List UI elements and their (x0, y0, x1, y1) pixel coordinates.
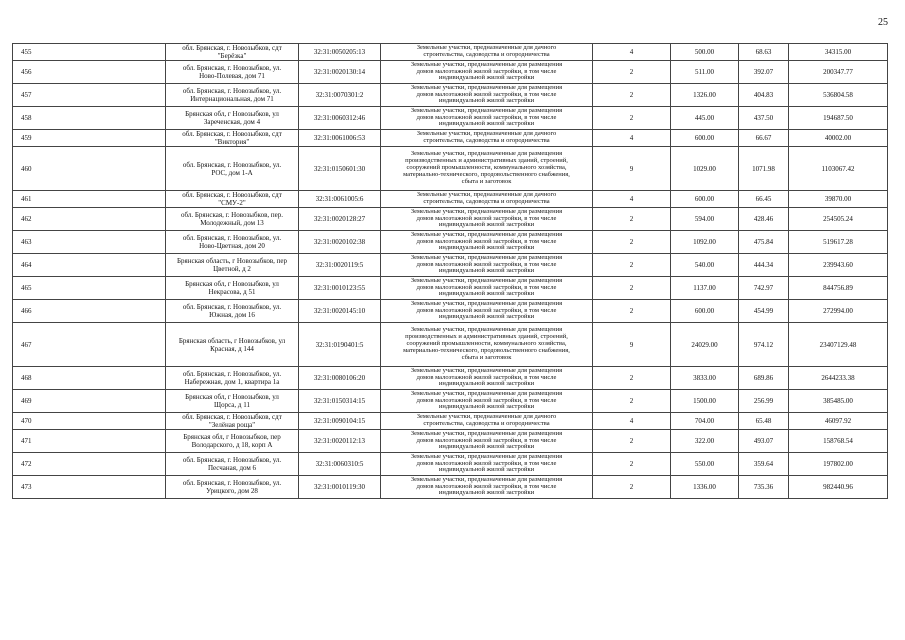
cadastral-number-cell: 32:31:0020130:14 (299, 61, 381, 84)
cadastral-number-cell: 32:31:0010123:55 (299, 277, 381, 300)
address-cell: Брянская область, г Новозыбков, пер Цветной, д 2 (166, 254, 299, 277)
area-cell: 24029.00 (671, 323, 739, 367)
specific-value-cell: 359.64 (739, 453, 789, 476)
area-cell: 1137.00 (671, 277, 739, 300)
land-use-cell: Земельные участки, предназначенные для дачного строительства, садоводства и огородничества (381, 413, 593, 430)
address-cell: обл. Брянская, г. Новозыбков, ул. РОС, дом 1-А (166, 147, 299, 191)
specific-value-cell: 742.97 (739, 277, 789, 300)
land-use-cell: Земельные участки, предназначенные для размещения домов малоэтажной жилой застройки, в том числе индивидуальной жилой застройки (381, 254, 593, 277)
cadastral-value-cell: 39870.00 (789, 191, 888, 208)
address-cell: обл. Брянская, г. Новозыбков, сдт "Берёзка" (166, 44, 299, 61)
address-cell: обл. Брянская, г. Новозыбков, сдт "СМУ-2" (166, 191, 299, 208)
use-group-code-cell: 2 (593, 367, 671, 390)
land-use-cell: Земельные участки, предназначенные для дачного строительства, садоводства и огородничества (381, 130, 593, 147)
address-cell: Брянская обл, г Новозыбков, пер Володарского, д 18, корп А (166, 430, 299, 453)
land-use-cell: Земельные участки, предназначенные для размещения домов малоэтажной жилой застройки, в том числе индивидуальной жилой застройки (381, 277, 593, 300)
row-number-cell: 456 (13, 61, 166, 84)
address-cell: обл. Брянская, г. Новозыбков, сдт "Виктория" (166, 130, 299, 147)
cadastral-number-cell: 32:31:0090104:15 (299, 413, 381, 430)
cadastral-number-cell: 32:31:0150314:15 (299, 390, 381, 413)
use-group-code-cell: 2 (593, 300, 671, 323)
use-group-code-cell: 2 (593, 390, 671, 413)
cadastral-number-cell: 32:31:0061005:6 (299, 191, 381, 208)
row-number-cell: 457 (13, 84, 166, 107)
table-row (13, 107, 888, 130)
cadastral-value-cell: 982440.96 (789, 476, 888, 499)
cadastral-value-cell: 194687.50 (789, 107, 888, 130)
table-row (13, 84, 888, 107)
area-cell: 1326.00 (671, 84, 739, 107)
address-cell: Брянская область, г Новозыбков, ул Красная, д 144 (166, 323, 299, 367)
area-cell: 1336.00 (671, 476, 739, 499)
cadastral-value-cell: 34315.00 (789, 44, 888, 61)
table-row (13, 453, 888, 476)
row-number-cell: 465 (13, 277, 166, 300)
table-row (13, 476, 888, 499)
cadastral-number-cell: 32:31:0061006:53 (299, 130, 381, 147)
specific-value-cell: 475.84 (739, 231, 789, 254)
address-cell: обл. Брянская, г. Новозыбков, ул. Ново-Цветная, дом 20 (166, 231, 299, 254)
row-number-cell: 467 (13, 323, 166, 367)
use-group-code-cell: 2 (593, 254, 671, 277)
address-cell: обл. Брянская, г. Новозыбков, ул. Урицкого, дом 28 (166, 476, 299, 499)
row-number-cell: 471 (13, 430, 166, 453)
area-cell: 1029.00 (671, 147, 739, 191)
specific-value-cell: 428.46 (739, 208, 789, 231)
address-cell: обл. Брянская, г. Новозыбков, ул. Песчаная, дом 6 (166, 453, 299, 476)
cadastral-number-cell: 32:31:0020102:38 (299, 231, 381, 254)
area-cell: 1092.00 (671, 231, 739, 254)
specific-value-cell: 493.07 (739, 430, 789, 453)
area-cell: 550.00 (671, 453, 739, 476)
area-cell: 322.00 (671, 430, 739, 453)
address-cell: обл. Брянская, г. Новозыбков, пер. Молодежный, дом 13 (166, 208, 299, 231)
specific-value-cell: 735.36 (739, 476, 789, 499)
use-group-code-cell: 2 (593, 107, 671, 130)
address-cell: обл. Брянская, г. Новозыбков, ул. Набережная, дом 1, квартира 1а (166, 367, 299, 390)
table-row (13, 367, 888, 390)
page-number: 25 (878, 17, 888, 28)
cadastral-number-cell: 32:31:0020145:10 (299, 300, 381, 323)
specific-value-cell: 444.34 (739, 254, 789, 277)
use-group-code-cell: 4 (593, 44, 671, 61)
row-number-cell: 461 (13, 191, 166, 208)
specific-value-cell: 66.67 (739, 130, 789, 147)
row-number-cell: 464 (13, 254, 166, 277)
row-number-cell: 473 (13, 476, 166, 499)
specific-value-cell: 256.99 (739, 390, 789, 413)
specific-value-cell: 392.07 (739, 61, 789, 84)
table-row (13, 61, 888, 84)
address-cell: Брянская обл, г Новозыбков, ул Некрасова, д 51 (166, 277, 299, 300)
cadastral-value-cell: 197802.00 (789, 453, 888, 476)
table-row (13, 277, 888, 300)
use-group-code-cell: 2 (593, 453, 671, 476)
cadastral-value-cell: 536804.58 (789, 84, 888, 107)
row-number-cell: 466 (13, 300, 166, 323)
use-group-code-cell: 9 (593, 147, 671, 191)
cadastral-value-cell: 272994.00 (789, 300, 888, 323)
row-number-cell: 472 (13, 453, 166, 476)
land-use-cell: Земельные участки, предназначенные для размещения домов малоэтажной жилой застройки, в том числе индивидуальной жилой застройки (381, 84, 593, 107)
land-registry-table (12, 43, 888, 499)
table-row (13, 300, 888, 323)
table-body (13, 44, 888, 499)
row-number-cell: 460 (13, 147, 166, 191)
cadastral-number-cell: 32:31:0190401:5 (299, 323, 381, 367)
cadastral-number-cell: 32:31:0060310:5 (299, 453, 381, 476)
land-use-cell: Земельные участки, предназначенные для размещения производственных и административных зданий, строений, сооружений промышленности, коммунального хозяйства, материально-технического, продовольственного снабжения, сбыта и заготовок (381, 323, 593, 367)
address-cell: Брянская обл, г Новозыбков, ул Щорса, д 11 (166, 390, 299, 413)
area-cell: 600.00 (671, 191, 739, 208)
area-cell: 511.00 (671, 61, 739, 84)
specific-value-cell: 1071.98 (739, 147, 789, 191)
specific-value-cell: 454.99 (739, 300, 789, 323)
area-cell: 600.00 (671, 130, 739, 147)
area-cell: 540.00 (671, 254, 739, 277)
land-use-cell: Земельные участки, предназначенные для дачного строительства, садоводства и огородничества (381, 44, 593, 61)
cadastral-number-cell: 32:31:0020119:5 (299, 254, 381, 277)
cadastral-value-cell: 385485.00 (789, 390, 888, 413)
cadastral-value-cell: 40002.00 (789, 130, 888, 147)
specific-value-cell: 68.63 (739, 44, 789, 61)
land-use-cell: Земельные участки, предназначенные для размещения домов малоэтажной жилой застройки, в том числе индивидуальной жилой застройки (381, 453, 593, 476)
use-group-code-cell: 4 (593, 413, 671, 430)
row-number-cell: 455 (13, 44, 166, 61)
cadastral-value-cell: 23407129.48 (789, 323, 888, 367)
land-use-cell: Земельные участки, предназначенные для размещения производственных и административных зданий, строений, сооружений промышленности, коммунального хозяйства, материально-технического, продовольственного снабжения, сбыта и заготовок (381, 147, 593, 191)
cadastral-value-cell: 1103067.42 (789, 147, 888, 191)
area-cell: 600.00 (671, 300, 739, 323)
use-group-code-cell: 4 (593, 191, 671, 208)
cadastral-number-cell: 32:31:0020128:27 (299, 208, 381, 231)
cadastral-value-cell: 519617.28 (789, 231, 888, 254)
use-group-code-cell: 2 (593, 84, 671, 107)
specific-value-cell: 65.48 (739, 413, 789, 430)
cadastral-number-cell: 32:31:0080106:20 (299, 367, 381, 390)
area-cell: 1500.00 (671, 390, 739, 413)
cadastral-number-cell: 32:31:0060312:46 (299, 107, 381, 130)
land-use-cell: Земельные участки, предназначенные для размещения домов малоэтажной жилой застройки, в том числе индивидуальной жилой застройки (381, 300, 593, 323)
table-row (13, 231, 888, 254)
address-cell: Брянская обл, г Новозыбков, ул Зареченская, дом 4 (166, 107, 299, 130)
cadastral-value-cell: 46097.92 (789, 413, 888, 430)
table-row (13, 390, 888, 413)
table-row (13, 254, 888, 277)
table-row (13, 430, 888, 453)
table-row (13, 191, 888, 208)
address-cell: обл. Брянская, г. Новозыбков, ул. Интернациональная, дом 71 (166, 84, 299, 107)
cadastral-value-cell: 158768.54 (789, 430, 888, 453)
table-row (13, 413, 888, 430)
use-group-code-cell: 2 (593, 231, 671, 254)
row-number-cell: 458 (13, 107, 166, 130)
cadastral-number-cell: 32:31:0010119:30 (299, 476, 381, 499)
land-use-cell: Земельные участки, предназначенные для размещения домов малоэтажной жилой застройки, в том числе индивидуальной жилой застройки (381, 476, 593, 499)
use-group-code-cell: 2 (593, 476, 671, 499)
land-use-cell: Земельные участки, предназначенные для дачного строительства, садоводства и огородничества (381, 191, 593, 208)
table-row (13, 323, 888, 367)
specific-value-cell: 689.86 (739, 367, 789, 390)
row-number-cell: 468 (13, 367, 166, 390)
use-group-code-cell: 9 (593, 323, 671, 367)
use-group-code-cell: 2 (593, 430, 671, 453)
table-row (13, 147, 888, 191)
specific-value-cell: 66.45 (739, 191, 789, 208)
cadastral-value-cell: 2644233.38 (789, 367, 888, 390)
row-number-cell: 463 (13, 231, 166, 254)
area-cell: 3833.00 (671, 367, 739, 390)
land-use-cell: Земельные участки, предназначенные для размещения домов малоэтажной жилой застройки, в том числе индивидуальной жилой застройки (381, 231, 593, 254)
cadastral-value-cell: 239943.60 (789, 254, 888, 277)
cadastral-number-cell: 32:31:0150601:30 (299, 147, 381, 191)
cadastral-number-cell: 32:31:0020112:13 (299, 430, 381, 453)
use-group-code-cell: 2 (593, 277, 671, 300)
table-row (13, 44, 888, 61)
table-row (13, 130, 888, 147)
specific-value-cell: 437.50 (739, 107, 789, 130)
use-group-code-cell: 4 (593, 130, 671, 147)
address-cell: обл. Брянская, г. Новозыбков, сдт "Зелёная роща" (166, 413, 299, 430)
table-row (13, 208, 888, 231)
address-cell: обл. Брянская, г. Новозыбков, ул. Южная, дом 16 (166, 300, 299, 323)
cadastral-value-cell: 200347.77 (789, 61, 888, 84)
specific-value-cell: 404.83 (739, 84, 789, 107)
use-group-code-cell: 2 (593, 208, 671, 231)
area-cell: 704.00 (671, 413, 739, 430)
cadastral-number-cell: 32:31:0050205:13 (299, 44, 381, 61)
cadastral-number-cell: 32:31:0070301:2 (299, 84, 381, 107)
land-use-cell: Земельные участки, предназначенные для размещения домов малоэтажной жилой застройки, в том числе индивидуальной жилой застройки (381, 61, 593, 84)
land-use-cell: Земельные участки, предназначенные для размещения домов малоэтажной жилой застройки, в том числе индивидуальной жилой застройки (381, 390, 593, 413)
row-number-cell: 469 (13, 390, 166, 413)
land-use-cell: Земельные участки, предназначенные для размещения домов малоэтажной жилой застройки, в том числе индивидуальной жилой застройки (381, 107, 593, 130)
row-number-cell: 459 (13, 130, 166, 147)
area-cell: 500.00 (671, 44, 739, 61)
cadastral-value-cell: 844756.89 (789, 277, 888, 300)
specific-value-cell: 974.12 (739, 323, 789, 367)
land-use-cell: Земельные участки, предназначенные для размещения домов малоэтажной жилой застройки, в том числе индивидуальной жилой застройки (381, 367, 593, 390)
area-cell: 594.00 (671, 208, 739, 231)
use-group-code-cell: 2 (593, 61, 671, 84)
row-number-cell: 470 (13, 413, 166, 430)
row-number-cell: 462 (13, 208, 166, 231)
cadastral-value-cell: 254505.24 (789, 208, 888, 231)
address-cell: обл. Брянская, г. Новозыбков, ул. Ново-Полевая, дом 71 (166, 61, 299, 84)
area-cell: 445.00 (671, 107, 739, 130)
land-use-cell: Земельные участки, предназначенные для размещения домов малоэтажной жилой застройки, в том числе индивидуальной жилой застройки (381, 208, 593, 231)
land-use-cell: Земельные участки, предназначенные для размещения домов малоэтажной жилой застройки, в том числе индивидуальной жилой застройки (381, 430, 593, 453)
